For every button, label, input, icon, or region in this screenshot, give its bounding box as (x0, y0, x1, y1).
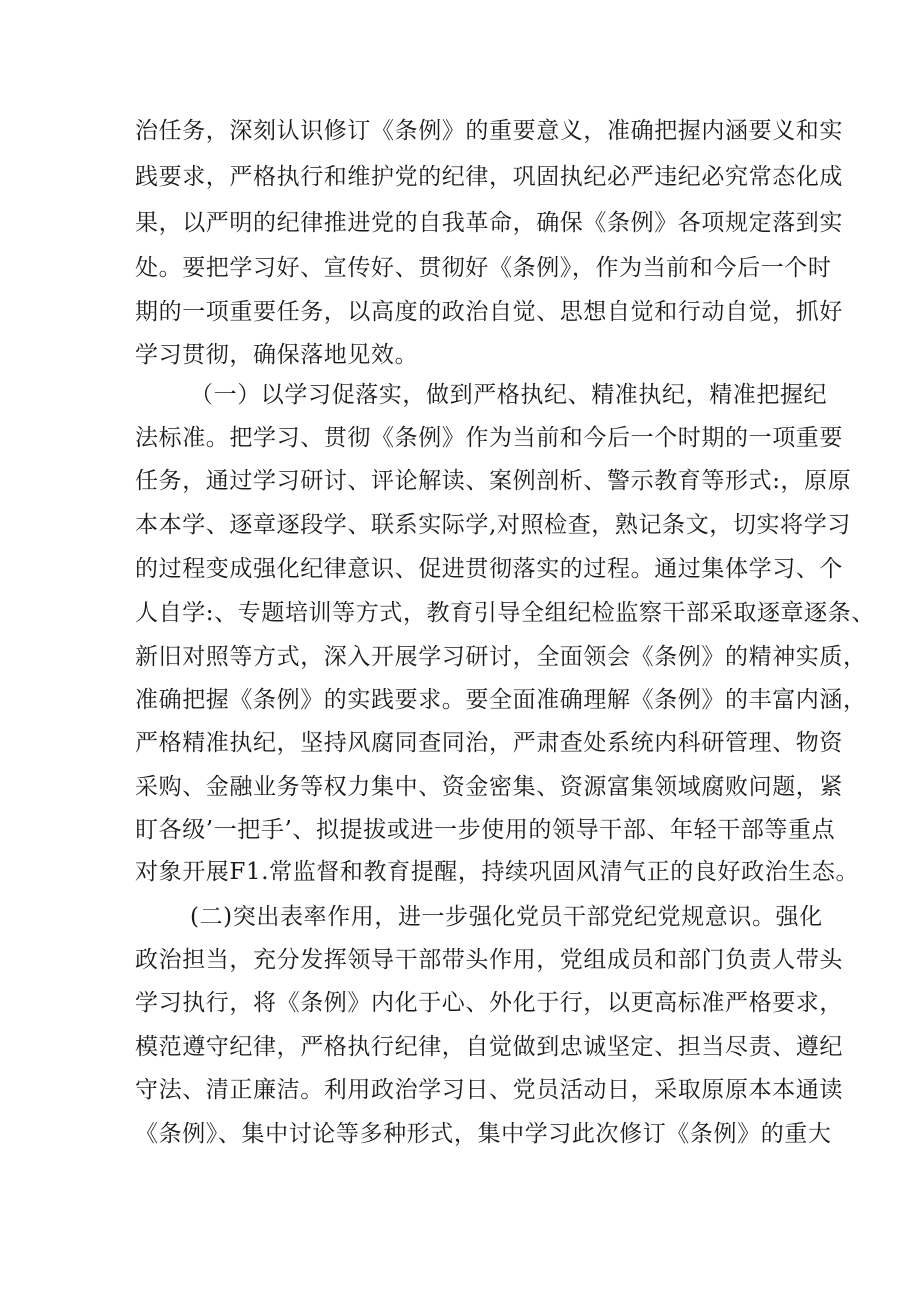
text-line: 期的一项重要任务，以高度的政治自觉、思想自觉和行动自觉，抓好 (135, 299, 843, 325)
text-line: 采购、金融业务等权力集中、资金密集、资源富集领域腐败问题，紧 (135, 774, 843, 800)
text-line: 准确把握《条例》的实践要求。要全面准确理解《条例》的丰富内涵， (135, 687, 867, 713)
text-line: 本本学、逐章逐段学、联系实际学,对照检查，熟记条文，切实将学习 (135, 512, 851, 538)
text-line: 严格精准执纪，坚持风腐同查同治，严肃查处系统内科研管理、物资 (135, 730, 843, 756)
text-line: 人自学:、专题培训等方式，教育引导全组纪检监察干部采取逐章逐条、 (135, 600, 875, 626)
text-line: 果，以严明的纪律推进党的自我革命，确保《条例》各项规定落到实 (135, 210, 843, 236)
text-line: 新旧对照等方式，深入开展学习研讨，全面领会《条例》的精神实质， (135, 644, 867, 670)
text-line: 盯各级’一把手’、拟提拔或进一步使用的领导干部、年轻干部等重点 (135, 817, 836, 843)
text-line: 法标准。把学习、贯彻《条例》作为当前和今后一个时期的一项重要 (135, 425, 843, 451)
text-line: 处。要把学习好、宣传好、贯彻好《条例》，作为当前和今后一个时 (135, 255, 832, 281)
section-heading-2: (二)突出表率作用，进一步强化党员干部党纪党规意识。强化 (190, 904, 823, 930)
text-line: 守法、清正廉洁。利用政治学习日、党员活动日，采取原原本本通读 (135, 1077, 843, 1103)
text-line: 学习贯彻，确保落地见效。 (135, 342, 419, 368)
text-line: 践要求，严格执行和维护党的纪律，巩固执纪必严违纪必究常态化成 (135, 164, 843, 190)
section-heading-1: （一）以学习促落实，做到严格执纪、精准执纪，精准把握纪 (190, 382, 828, 408)
text-line: 对象开展F1.常监督和教育提醒，持续巩固风清气正的良好政治生态。 (135, 859, 860, 885)
text-line: 任务，通过学习研讨、评论解读、案例剖析、警示教育等形式:，原原 (135, 468, 852, 494)
text-line: 模范遵守纪律，严格执行纪律，自觉做到忠诚坚定、担当尽责、遵纪 (135, 1034, 843, 1060)
text-line: 的过程变成强化纪律意识、促进贯彻落实的过程。通过集体学习、个 (135, 556, 843, 582)
text-line: 学习执行，将《条例》内化于心、外化于行，以更高标准严格要求， (135, 990, 843, 1016)
text-line: 政治担当，充分发挥领导干部带头作用，党组成员和部门负责人带头 (135, 947, 843, 973)
text-line: 《条例》、集中讨论等多种形式，集中学习此次修订《条例》的重大 (135, 1121, 832, 1147)
text-line: 治任务，深刻认识修订《条例》的重要意义，准确把握内涵要义和实 (135, 118, 843, 144)
